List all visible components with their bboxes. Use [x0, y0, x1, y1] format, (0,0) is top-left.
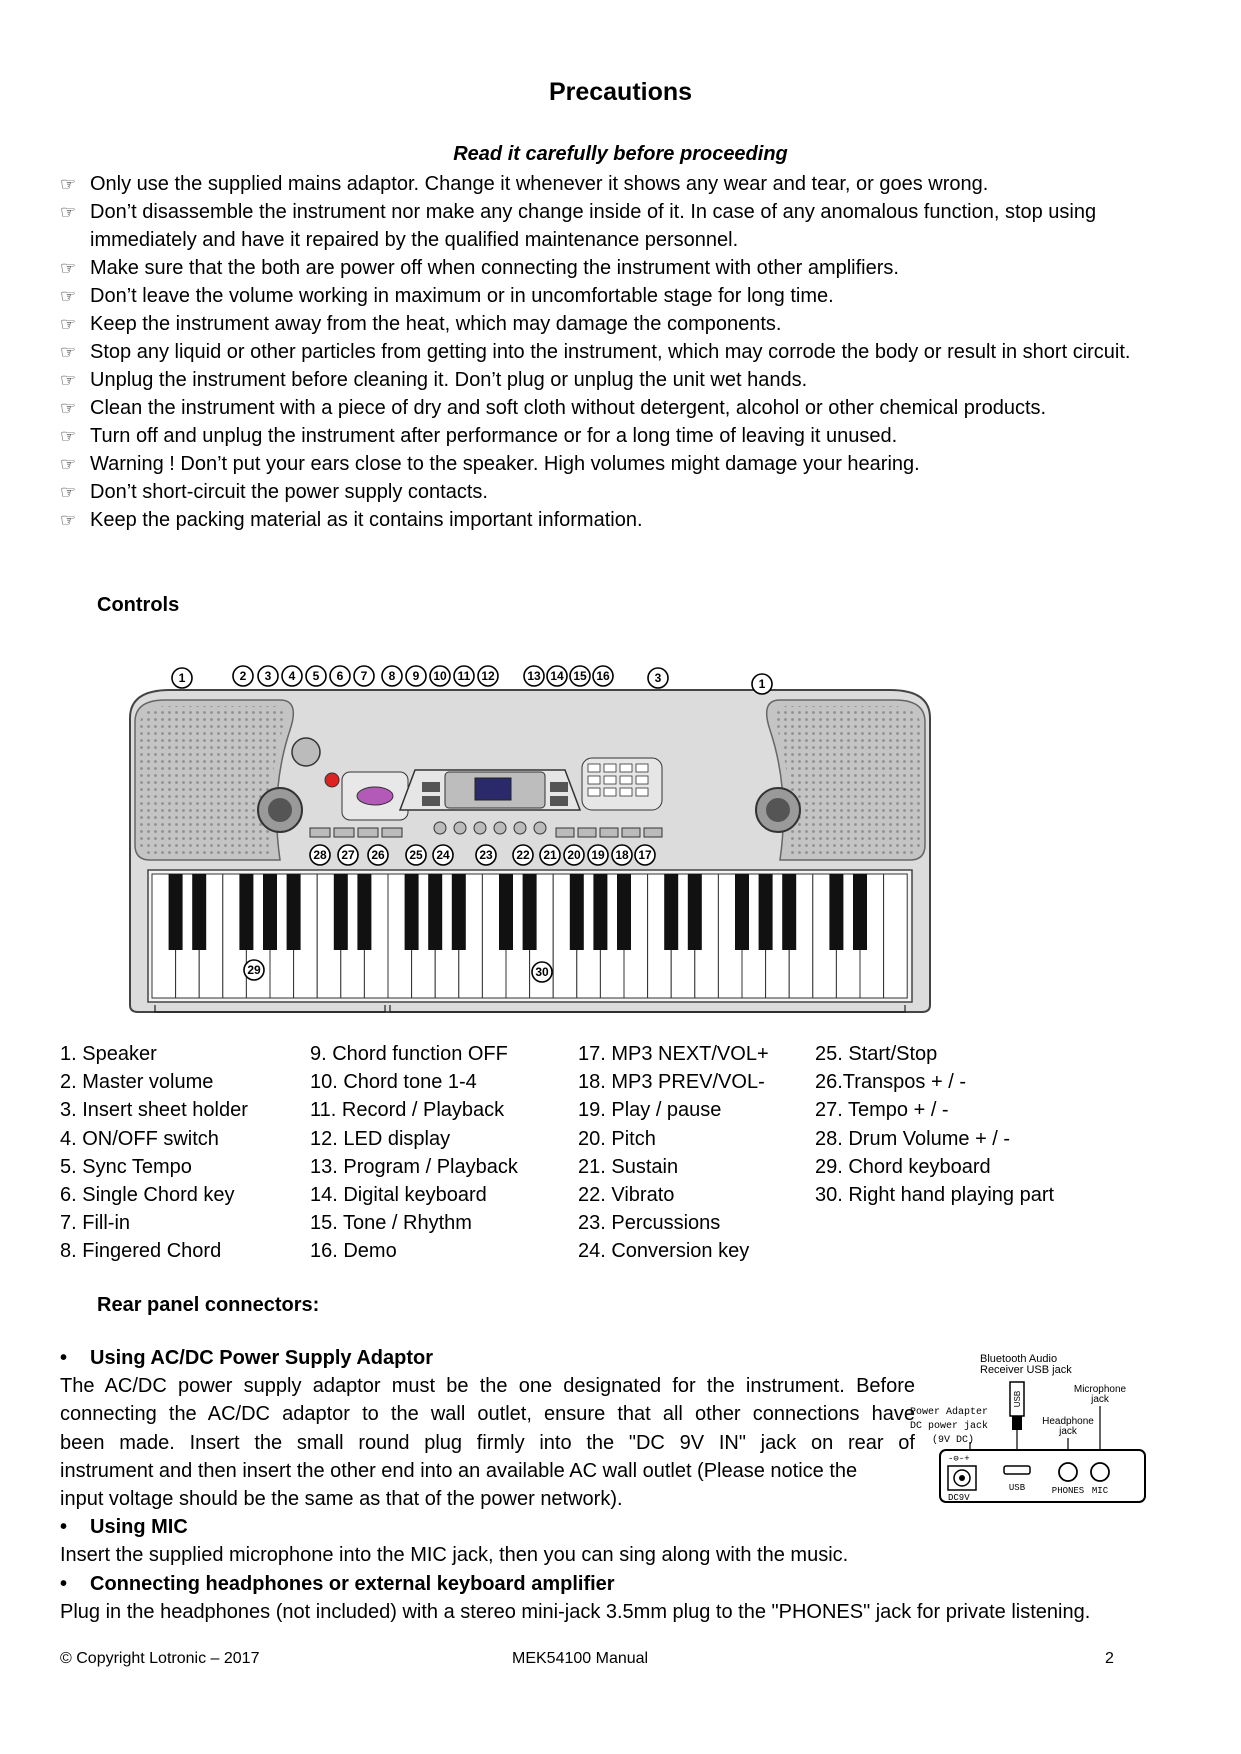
legend-item: 29. Chord keyboard — [815, 1155, 991, 1178]
black-key — [452, 874, 466, 950]
page-subtitle: Read it carefully before proceeding — [453, 143, 788, 165]
callout-20 — [564, 845, 584, 865]
svg-text:7: 7 — [360, 669, 368, 683]
callout-30 — [532, 962, 552, 982]
list-item: ☞ Stop any liquid or other particles from getting into the instrument, which may corrode the body or result in short circuit. — [60, 338, 1160, 366]
black-key — [263, 874, 277, 950]
controls-heading: Controls — [97, 594, 180, 616]
pointing-hand-icon: ☞ — [60, 286, 77, 306]
headphone-label: jack — [1059, 1426, 1077, 1437]
black-key — [192, 874, 206, 950]
mic-label: MIC — [1091, 1486, 1109, 1496]
pointing-hand-icon: ☞ — [60, 342, 77, 362]
list-item: ☞ Turn off and unplug the instrument after performance or for a long time of leaving it unused. — [60, 422, 1160, 450]
black-key — [853, 874, 867, 950]
callout-3 — [258, 666, 278, 686]
list-item: ☞ Keep the packing material as it contains important information. — [60, 506, 1160, 534]
pointing-hand-icon: ☞ — [60, 510, 77, 530]
svg-text:28: 28 — [313, 848, 327, 862]
ac-line: The AC/DC power supply adaptor must be the one designated for the instrument. Before — [60, 1375, 915, 1398]
svg-text:3: 3 — [654, 671, 662, 685]
svg-text:USB: USB — [1013, 1390, 1022, 1408]
svg-text:20: 20 — [567, 848, 581, 862]
pointing-hand-icon: ☞ — [60, 426, 77, 446]
footer-manual: MEK54100 Manual — [512, 1650, 649, 1667]
dc9v-label: DC9V — [948, 1493, 970, 1503]
usb-label: USB — [1008, 1483, 1026, 1493]
callout-13 — [524, 666, 544, 686]
svg-text:8: 8 — [388, 669, 396, 683]
phones-heading: • Connecting headphones or external keyboard amplifier — [60, 1570, 1170, 1598]
black-key — [759, 874, 773, 950]
callout-28 — [310, 845, 330, 865]
precautions-list — [60, 170, 1160, 534]
white-key — [884, 874, 908, 998]
list-item: ☞ Don’t leave the volume working in maximum or in uncomfortable stage for long time. — [60, 282, 1160, 310]
svg-text:29: 29 — [247, 963, 261, 977]
mic-text: Insert the supplied microphone into the MIC jack, then you can sing along with the music. — [60, 1544, 849, 1567]
legend-column-3 — [578, 1040, 769, 1266]
black-key — [357, 874, 371, 950]
pointing-hand-icon: ☞ — [60, 258, 77, 278]
svg-text:13: 13 — [527, 669, 541, 683]
callout-1 — [752, 674, 772, 694]
callout-25 — [406, 845, 426, 865]
callout-24 — [433, 845, 453, 865]
legend-column-2 — [310, 1040, 518, 1266]
svg-text:26: 26 — [371, 848, 385, 862]
svg-text:30: 30 — [535, 965, 549, 979]
svg-text:4: 4 — [288, 669, 296, 683]
callout-1 — [172, 668, 192, 688]
svg-text:6: 6 — [336, 669, 344, 683]
black-key — [428, 874, 442, 950]
svg-text:3: 3 — [264, 669, 272, 683]
callout-12 — [478, 666, 498, 686]
legend-item: 13. Program / Playback — [310, 1155, 518, 1178]
callout-27 — [338, 845, 358, 865]
rear-panel-heading: Rear panel connectors: — [97, 1294, 320, 1316]
pointing-hand-icon: ☞ — [60, 202, 77, 222]
legend-item: 26.Transpos + / - — [815, 1071, 966, 1094]
footer-page-number: 2 — [1105, 1650, 1114, 1667]
svg-text:1: 1 — [758, 677, 766, 691]
list-item: ☞ Warning ! Don’t put your ears close to the speaker. High volumes might damage your hearing. — [60, 450, 1160, 478]
legend-item: 28. Drum Volume + / - — [815, 1127, 1011, 1150]
mic-jack-label: Microphone — [1073, 1384, 1127, 1395]
list-item: ☞ Don’t disassemble the instrument nor make any change inside of it. In case of any anomalous function, stop using immediately and have it repaired by the qualified maintenance personnel. — [60, 198, 1160, 254]
black-key — [688, 874, 702, 950]
ac-adaptor-heading: • Using AC/DC Power Supply Adaptor — [60, 1344, 1170, 1372]
svg-text:24: 24 — [436, 848, 450, 862]
svg-text:1: 1 — [178, 671, 186, 685]
legend-item: 12. LED display — [310, 1127, 451, 1150]
callout-18 — [612, 845, 632, 865]
black-key — [334, 874, 348, 950]
callout-15 — [570, 666, 590, 686]
svg-text:2: 2 — [239, 669, 247, 683]
svg-text:-⊖-+: -⊖-+ — [948, 1454, 970, 1464]
legend-item: 3. Insert sheet holder — [60, 1099, 248, 1122]
svg-text:10: 10 — [433, 669, 447, 683]
svg-text:5: 5 — [312, 669, 320, 683]
legend-item: 23. Percussions — [578, 1212, 721, 1235]
legend-item: 1. Speaker — [60, 1043, 157, 1065]
legend-item: 22. Vibrato — [578, 1184, 675, 1207]
callout-23 — [476, 845, 496, 865]
black-key — [829, 874, 843, 950]
svg-text:17: 17 — [638, 848, 652, 862]
svg-text:14: 14 — [550, 669, 564, 683]
svg-text:18: 18 — [615, 848, 629, 862]
svg-text:11: 11 — [457, 669, 471, 683]
black-key — [782, 874, 796, 950]
legend-item: 27. Tempo + / - — [815, 1099, 949, 1122]
legend-item: 9. Chord function OFF — [310, 1043, 508, 1065]
power-label: DC power jack — [910, 1421, 989, 1432]
pointing-hand-icon: ☞ — [60, 174, 77, 194]
legend-item: 7. Fill-in — [60, 1212, 131, 1235]
legend-item: 8. Fingered Chord — [60, 1240, 222, 1263]
legend-item: 6. Single Chord key — [60, 1184, 235, 1207]
black-key — [169, 874, 183, 950]
page-title: Precautions — [548, 78, 693, 106]
pointing-hand-icon: ☞ — [60, 398, 77, 418]
black-key — [499, 874, 513, 950]
svg-text:16: 16 — [596, 669, 610, 683]
callout-16 — [593, 666, 613, 686]
rear-panel-diagram — [910, 1350, 1150, 1515]
callout-11 — [454, 666, 474, 686]
callout-17 — [635, 845, 655, 865]
headphone-label: Headphone — [1042, 1416, 1094, 1427]
pointing-hand-icon: ☞ — [60, 370, 77, 390]
bt-label: Receiver USB jack — [980, 1364, 1072, 1376]
callout-26 — [368, 845, 388, 865]
callout-4 — [282, 666, 302, 686]
svg-text:12: 12 — [481, 669, 495, 683]
legend-item: 20. Pitch — [578, 1127, 656, 1150]
usb-port-icon — [1004, 1466, 1030, 1474]
keyboard-diagram — [110, 660, 950, 1050]
list-item: ☞ Don’t short-circuit the power supply contacts. — [60, 478, 1160, 506]
sync-tempo-button — [325, 773, 339, 787]
ac-line: input voltage should be the same as that of the power network). — [60, 1488, 623, 1511]
callout-29 — [244, 960, 264, 980]
black-key — [664, 874, 678, 950]
legend-item: 30. Right hand playing part — [815, 1184, 1055, 1207]
svg-text:22: 22 — [516, 848, 530, 862]
mic-jack-icon — [1091, 1463, 1109, 1481]
legend-column-1 — [60, 1040, 248, 1266]
legend-item: 5. Sync Tempo — [60, 1155, 192, 1178]
list-item: ☞ Only use the supplied mains adaptor. Change it whenever it shows any wear and tear, or goes wrong. — [60, 170, 1160, 198]
black-key — [617, 874, 631, 950]
svg-text:27: 27 — [341, 848, 355, 862]
black-key — [239, 874, 253, 950]
ac-line: been made. Insert the small round plug firmly into the "DC 9V IN" jack on rear of — [60, 1431, 915, 1454]
callout-5 — [306, 666, 326, 686]
power-label: (9V DC) — [932, 1435, 975, 1446]
phones-jack-icon — [1059, 1463, 1077, 1481]
callout-22 — [513, 845, 533, 865]
legend-column-4 — [815, 1040, 1054, 1209]
led-display — [475, 778, 511, 800]
legend-item: 17. MP3 NEXT/VOL+ — [578, 1043, 769, 1065]
svg-text:15: 15 — [573, 669, 587, 683]
black-key — [593, 874, 607, 950]
footer-copyright: © Copyright Lotronic – 2017 — [60, 1650, 260, 1667]
ac-line: connecting the AC/DC adaptor to the wall outlet, ensure that all other connections have — [60, 1403, 915, 1426]
svg-text:25: 25 — [409, 848, 423, 862]
legend-item: 18. MP3 PREV/VOL- — [578, 1071, 765, 1094]
callout-9 — [406, 666, 426, 686]
svg-text:9: 9 — [412, 669, 420, 683]
callout-21 — [540, 845, 560, 865]
list-item: ☞ Make sure that the both are power off when connecting the instrument with other amplifiers. — [60, 254, 1160, 282]
bt-label: Bluetooth Audio — [980, 1353, 1058, 1365]
callout-10 — [430, 666, 450, 686]
list-item: ☞ Clean the instrument with a piece of dry and soft cloth without detergent, alcohol or other chemical products. — [60, 394, 1160, 422]
legend-item: 11. Record / Playback — [310, 1099, 505, 1122]
svg-text:21: 21 — [543, 848, 557, 862]
black-key — [405, 874, 419, 950]
legend-item: 2. Master volume — [60, 1071, 214, 1094]
pointing-hand-icon: ☞ — [60, 314, 77, 334]
legend-item: 14. Digital keyboard — [310, 1184, 487, 1207]
legend-item: 21. Sustain — [578, 1155, 679, 1178]
list-item: ☞ Unplug the instrument before cleaning it. Don’t plug or unplug the unit wet hands. — [60, 366, 1160, 394]
callout-14 — [547, 666, 567, 686]
legend-item: 10. Chord tone 1-4 — [310, 1071, 477, 1094]
mic-jack-label: jack — [1091, 1394, 1109, 1405]
legend-item: 25. Start/Stop — [815, 1043, 938, 1065]
callout-7 — [354, 666, 374, 686]
callout-8 — [382, 666, 402, 686]
list-item: ☞ Keep the instrument away from the heat, which may damage the components. — [60, 310, 1160, 338]
phones-text: Plug in the headphones (not included) with a stereo mini-jack 3.5mm plug to the "PHONES" jack for private listening. — [60, 1600, 1091, 1623]
callout-19 — [588, 845, 608, 865]
svg-text:23: 23 — [479, 848, 493, 862]
legend-item: 19. Play / pause — [578, 1099, 722, 1122]
power-label: Power Adapter — [910, 1407, 989, 1418]
legend-item: 15. Tone / Rhythm — [310, 1212, 472, 1235]
svg-text:19: 19 — [591, 848, 605, 862]
legend-item: 16. Demo — [310, 1240, 397, 1263]
ac-line: instrument and then insert the other end into an available AC wall outlet (Please notice the — [60, 1459, 858, 1482]
black-key — [735, 874, 749, 950]
black-key — [570, 874, 584, 950]
black-key — [287, 874, 301, 950]
callout-2 — [233, 666, 253, 686]
phones-label: PHONES — [1051, 1486, 1085, 1496]
pointing-hand-icon: ☞ — [60, 482, 77, 502]
power-switch — [292, 738, 320, 766]
black-key — [523, 874, 537, 950]
pointing-hand-icon: ☞ — [60, 454, 77, 474]
legend-item: 4. ON/OFF switch — [60, 1127, 219, 1150]
callout-3 — [648, 668, 668, 688]
mic-heading: • Using MIC — [60, 1513, 1170, 1541]
callout-6 — [330, 666, 350, 686]
legend-item: 24. Conversion key — [578, 1240, 750, 1263]
